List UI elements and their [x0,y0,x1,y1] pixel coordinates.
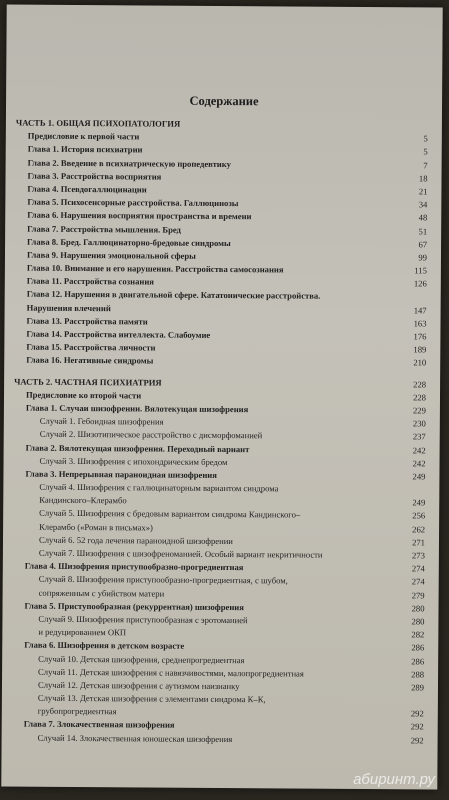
toc-entry-title: Глава 6. Нарушения восприятия пространства и времени [27,209,252,222]
page-number: 51 [418,225,428,236]
page-number: 21 [418,186,428,197]
toc-entry-title: Глава 1. История психиатрии [27,144,143,155]
page-number: 18 [418,173,428,184]
toc-entry-title: Случай 13. Детская шизофрения с элементами синдрома К–К, [37,692,266,705]
page-number: 262 [412,523,426,535]
toc-entry-title: Случай 11. Детская шизофрения с навязчивостями, малопрогредиентная [38,666,304,679]
toc-entry-title: Глава 15. Расстройства личности [26,341,156,353]
toc-entry-title: Глава 6. Шизофрения в детском возрасте [24,639,185,652]
toc-entry-title: Глава 7. Расстройства мышления. Бред [27,223,181,235]
toc-entry-title: Глава 3. Расстройства восприятия [27,170,162,182]
toc-entry-title: Глава 1. Случаи шизофрении. Вялотекущая шизофрения [25,402,249,415]
toc-entry-title: Глава 13. Расстройства памяти [26,315,148,327]
toc-entry-title: Предисловие ко второй части [25,389,142,401]
toc-entry-title: Глава 3. Непрерывная параноидная шизофрения [25,468,217,480]
toc-entry-title: Случай 12. Детская шизофрения с аутизмом наизнанку [37,679,240,692]
toc-entry-title: Глава 5. Психосенсорные расстройства. Галлюцинозы [27,196,239,209]
toc-entry-title: Клерамбо («Роман в письмах») [39,521,153,533]
toc-entry-title: Глава 9. Нарушения эмоциональной сферы [26,249,196,261]
toc-entry-title: Случай 2. Шизотипическое расстройство с дисморфоманией [39,429,263,441]
page-number: 292 [410,734,424,746]
page-title: Содержание [189,93,259,109]
toc-entry-title: Случай 3. Шизофрения с ипохондрическим бредом [39,455,228,467]
page-number: 282 [411,629,425,640]
page-number: 228 [413,392,427,403]
page-number: 292 [410,721,424,732]
page-number: 271 [412,537,426,548]
page-number: 147 [413,304,427,316]
page-number: 273 [411,550,425,561]
page-number: 176 [413,331,427,342]
page-number: 5 [423,146,428,157]
part1-entries [14,130,428,370]
page-number: 289 [411,682,425,693]
toc-entry-title: Случай 9. Шизофрения приступообразная с эротоманией [38,613,248,626]
table-of-contents [12,117,428,748]
toc-entry-title: Глава 4. Псевдогаллюцинации [27,183,147,195]
toc-entry-title: Глава 16. Негативные синдромы [26,355,154,366]
toc-entry-title: Глава 4. Шизофрения приступообразно-прогредиентная [24,560,244,573]
page-number: 67 [418,239,428,250]
toc-entry-title: Глава 7. Злокачественная шизофрения [23,719,175,731]
page-number: 288 [411,669,425,680]
page-number: 280 [411,603,425,614]
toc-entry-title: и редуцированием ОКП [38,626,127,638]
page-number: 48 [418,212,428,223]
toc-entry-title: Случай 6. 52 года лечения параноидной шизофрении [38,534,233,546]
toc-entry-title: Кандинского–Клерамбо [39,494,127,506]
toc-entry-title: Глава 2. Введение в психиатрическую пропедевтику [27,157,231,169]
toc-entry [12,731,424,747]
page-number: 7 [423,159,428,170]
toc-entry-title: Предисловие к первой части [27,130,140,142]
page-number: 237 [412,431,426,442]
toc-entry-title: грубопрогредиентная [37,705,117,717]
page-number: 163 [413,318,427,329]
page-number: 286 [411,655,425,666]
page-number: 274 [411,576,425,587]
page-number: 189 [413,344,427,355]
page-number: 228 [413,378,427,389]
part-heading-text: ЧАСТЬ 2. ЧАСТНАЯ ПСИХИАТРИЯ [14,376,162,388]
page-number: 5 [423,133,428,144]
page-number: 115 [414,265,427,276]
page-number: 256 [412,510,426,521]
toc-entry-title: Глава 2. Вялотекущая шизофрения. Переходный вариант [25,442,250,454]
part-heading-text: ЧАСТЬ 1. ОБЩАЯ ПСИХОПАТОЛОГИЯ [15,117,181,129]
page-number: 292 [410,708,424,719]
toc-entry-title: Глава 12. Нарушения в двигательной сфере. Кататонические расстройства. [26,289,321,302]
page-number: 229 [412,405,426,416]
toc-entry-title: Глава 10. Внимание и его нарушения. Расстройства самосознания [26,262,284,275]
book-page [1,4,442,789]
toc-entry-title: Случай 1. Гебоидная шизофрения [39,415,164,427]
toc-entry-title: сопряженным с убийством матери [38,587,165,599]
page-number: 286 [411,642,425,653]
page-number: 279 [411,589,425,600]
toc-entry-title: Случай 8. Шизофрения приступообразно-прогредиентная, с шубом, [38,574,288,586]
page-number: 34 [418,199,428,210]
page-number: 249 [412,471,426,482]
toc-entry-title: Глава 8. Бред. Галлюцинаторно-бредовые синдромы [27,236,231,248]
toc-entry-title: Глава 5. Приступообразная (рекуррентная) шизофрения [24,600,244,612]
toc-entry-title: Глава 14. Расстройства интеллекта. Слабоумие [26,328,211,340]
page-number: 274 [411,563,425,574]
page-number: 210 [413,357,427,368]
toc-entry-title: Случай 7. Шизофрения с шизофреноманией. Особый вариант некритичности [38,547,323,560]
part2-entries [12,388,426,747]
toc-entry-title: Случай 14. Злокачественная юношеская шизофрения [37,732,233,744]
page-number: 99 [418,252,428,263]
page-number: 280 [411,616,425,627]
toc-entry-title: Случай 10. Детская шизофрения, среднепрогредиентная [38,653,245,665]
page-number: 249 [412,497,426,508]
page-number: 242 [412,444,426,455]
toc-entry-title: Случай 4. Шизофрения с галлюцинаторным вариантом синдрома [39,481,279,494]
toc-entry-title: Случай 5. Шизофрения с бредовым вариантом синдрома Кандинского– [39,508,301,520]
page-number: 126 [413,278,427,289]
toc-entry-title: Нарушения влечений [26,302,111,313]
page-number: 230 [412,418,426,429]
watermark-logo: абиринт.ру [353,771,435,788]
page-number: 242 [412,458,426,469]
toc-entry-title: Глава 11. Расстройства сознания [26,275,154,287]
toc-entry [14,354,426,370]
